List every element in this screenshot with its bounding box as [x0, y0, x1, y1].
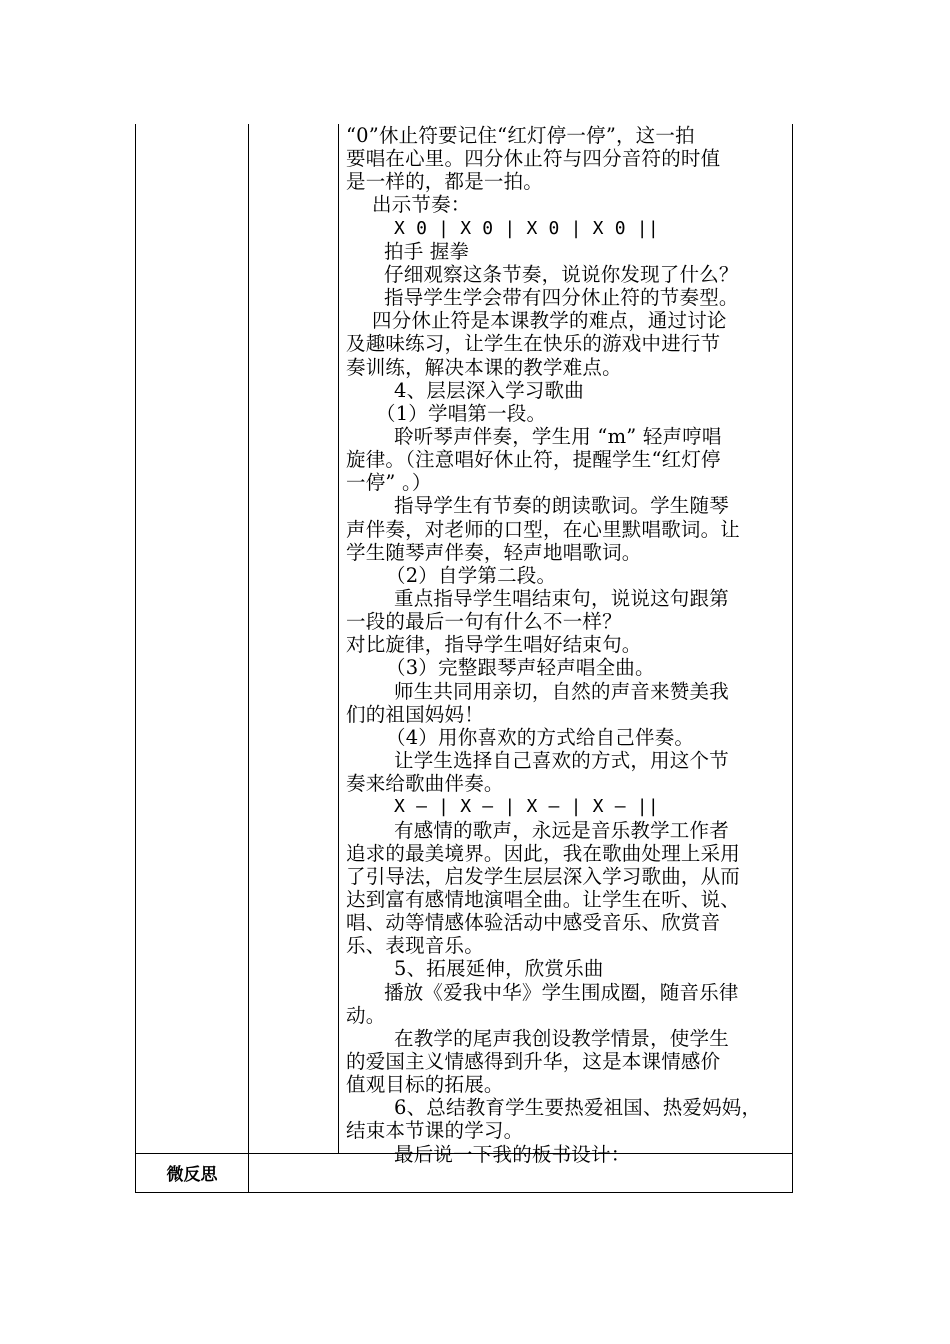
column-divider-2: [338, 124, 339, 1154]
content-line: （3）完整跟琴声轻声唱全曲。: [386, 656, 655, 680]
content-line: 在教学的尾声我创设教学情景，使学生: [394, 1026, 729, 1050]
content-line: 唱、动等情感体验活动中感受音乐、欣赏音: [346, 911, 721, 935]
content-line: 的爱国主义情感得到升华，这是本课情感价: [346, 1050, 721, 1073]
content-line: 重点指导学生唱结束句，说说这句跟第: [394, 587, 729, 610]
table-border-left: [135, 124, 136, 1193]
content-line: 奏训练，解决本课的教学难点。: [346, 355, 622, 379]
column-divider-1: [248, 124, 249, 1193]
content-line: 乐、表现音乐。: [346, 934, 484, 958]
content-line: 指导学生学会带有四分休止符的节奏型。: [384, 286, 739, 310]
content-line: 让学生选择自己喜欢的方式，用这个节: [394, 749, 729, 773]
content-line: （4）用你喜欢的方式给自己伴奏。: [386, 725, 695, 749]
content-line: 对比旋律，指导学生唱好结束句。: [346, 633, 642, 657]
content-line: 师生共同用亲切，自然的声音来赞美我: [394, 679, 729, 703]
content-line: 最后说一下我的板书设计：: [394, 1142, 631, 1166]
content-line: 一段的最后一句有什么不一样？: [346, 610, 622, 634]
content-line: （1）学唱第一段。: [376, 401, 547, 425]
content-line: 四分休止符是本课教学的难点，通过讨论: [372, 309, 727, 333]
content-line: 有感情的歌声，永远是音乐教学工作者: [394, 818, 729, 842]
content-line: 学生随琴声伴奏，轻声地唱歌词。: [346, 540, 642, 564]
content-line: 奏来给歌曲伴奏。: [346, 772, 504, 796]
content-line: 指导学生有节奏的朗读歌词。学生随琴: [394, 494, 729, 518]
content-line: 仔细观察这条节奏，说说你发现了什么？: [384, 262, 739, 286]
content-line: 一停” 。）: [346, 471, 432, 495]
content-line: 是一样的，都是一拍。: [346, 170, 544, 194]
content-line: X 0 | X 0 | X 0 | X 0 ||: [394, 217, 659, 239]
content-line: 声伴奏，对老师的口型，在心里默唱歌词。让: [346, 517, 741, 541]
content-line: 聆听琴声伴奏，学生用 “m” 轻声哼唱: [394, 424, 722, 448]
content-line: 了引导法，启发学生层层深入学习歌曲，从而: [346, 864, 741, 888]
content-line: 及趣味练习，让学生在快乐的游戏中进行节: [346, 332, 721, 356]
reflection-label: 微反思: [166, 1165, 218, 1185]
content-line: （2）自学第二段。: [386, 563, 557, 587]
content-line: 动。: [346, 1003, 386, 1027]
content-line: 6、总结教育学生要热爱祖国、热爱妈妈，: [394, 1096, 762, 1120]
content-line: 5、拓展延伸，欣赏乐曲: [394, 957, 604, 981]
content-line: 拍手 握拳: [384, 239, 470, 263]
content-line: 追求的最美境界。因此，我在歌曲处理上采用: [346, 841, 741, 865]
content-line: 达到富有感情地演唱全曲。让学生在听、说、: [346, 887, 741, 911]
content-line: 结束本节课的学习。: [346, 1119, 524, 1143]
content-line: 播放《爱我中华》学生围成圈，随音乐律: [384, 980, 739, 1004]
content-line: “0”休止符要记住“红灯停一停”，这一拍: [346, 124, 695, 147]
table-border-right: [792, 124, 793, 1193]
content-line: 出示节奏：: [372, 193, 471, 217]
content-line: 4、层层深入学习歌曲: [394, 378, 584, 402]
content-line: 值观目标的拓展。: [346, 1073, 504, 1097]
content-line: 们的祖国妈妈！: [346, 702, 484, 726]
content-line: 旋律。（注意唱好休止符，提醒学生“红灯停: [346, 448, 721, 472]
table-border-bottom: [135, 1192, 793, 1193]
content-line: X — | X — | X — | X — ||: [394, 796, 659, 818]
content-line: 要唱在心里。四分休止符与四分音符的时值: [346, 147, 721, 171]
